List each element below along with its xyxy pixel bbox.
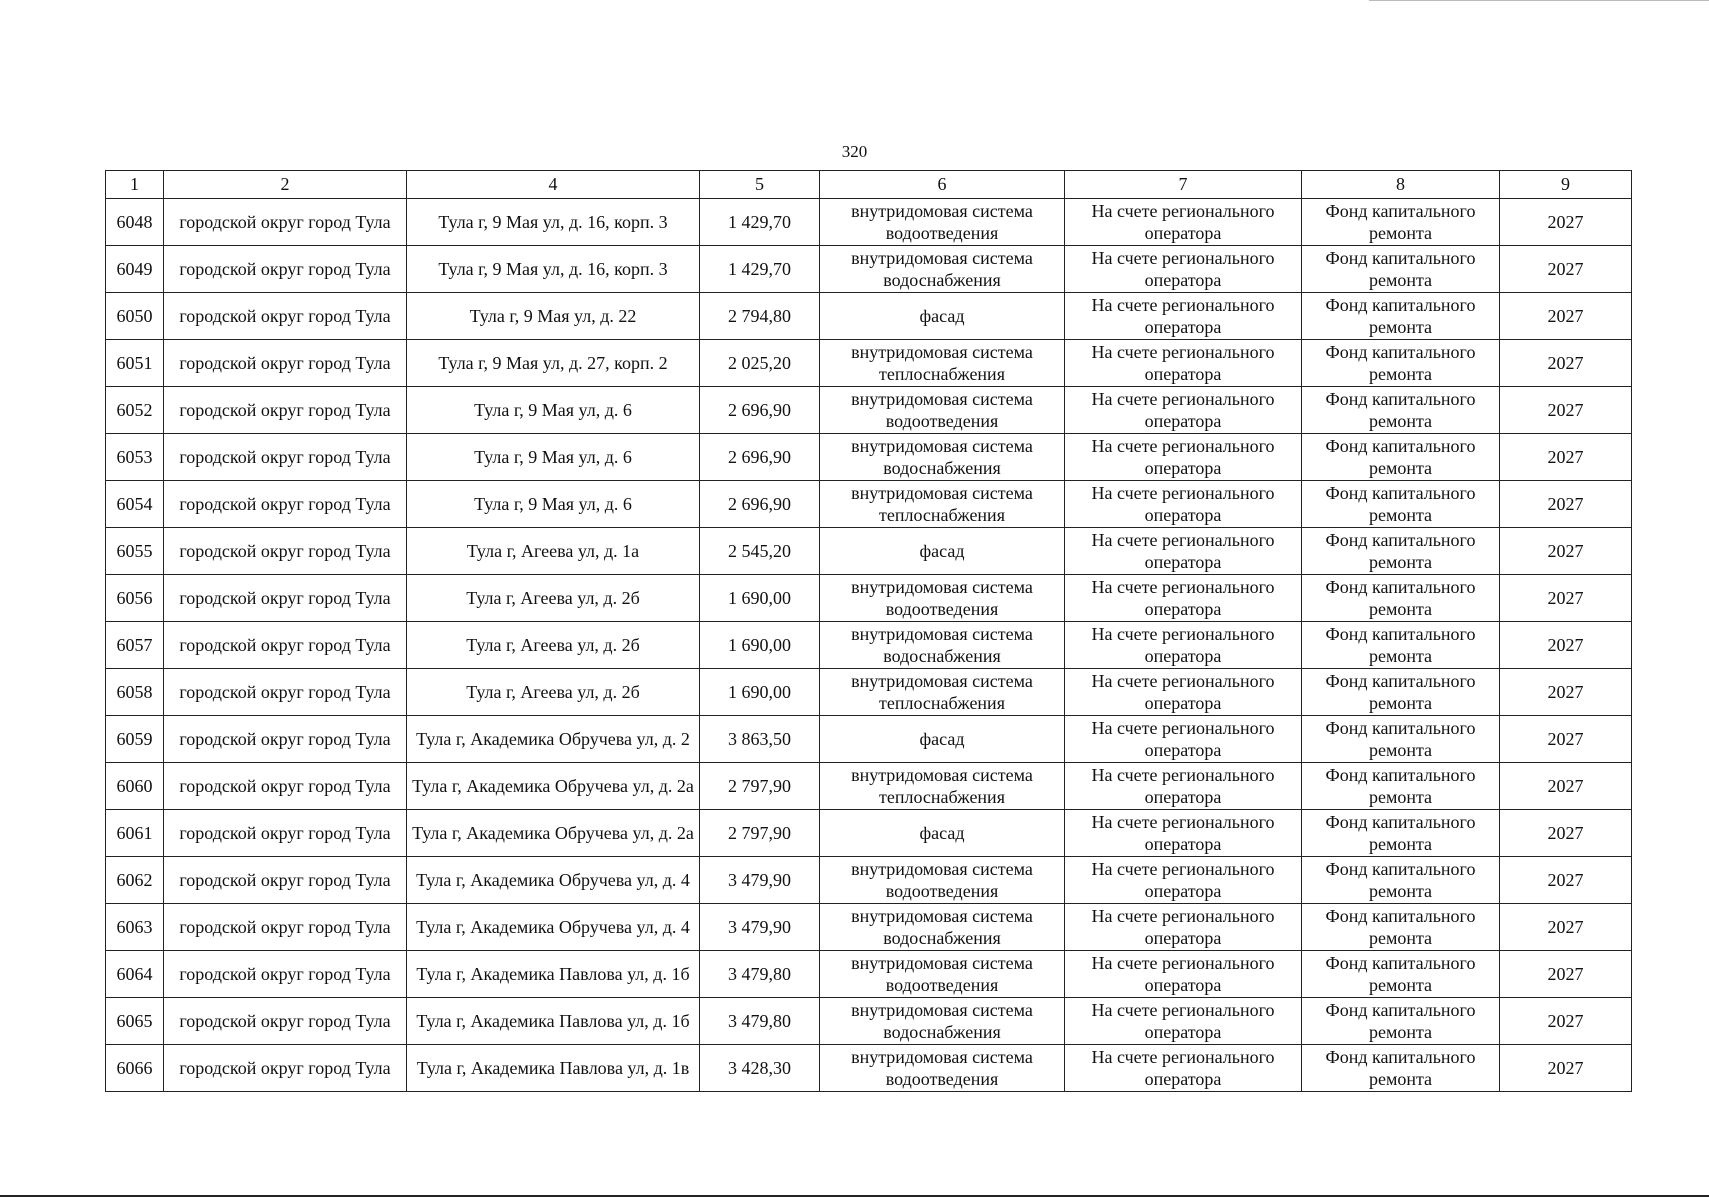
account-cell: На счете регионального оператора [1065, 951, 1302, 998]
work-type-cell: внутридомовая система водоснабжения [820, 246, 1065, 293]
table-row [106, 387, 1632, 434]
funding-source-cell: Фонд капитального ремонта [1302, 481, 1500, 528]
year-cell: 2027 [1500, 810, 1632, 857]
area-cell: 2 797,90 [700, 763, 820, 810]
municipality-cell: городской округ город Тула [164, 904, 407, 951]
year-cell: 2027 [1500, 575, 1632, 622]
area-cell: 1 429,70 [700, 246, 820, 293]
address-cell: Тула г, 9 Мая ул, д. 16, корп. 3 [407, 199, 700, 246]
work-type-cell: фасад [820, 716, 1065, 763]
municipality-cell: городской округ город Тула [164, 434, 407, 481]
funding-source-cell: Фонд капитального ремонта [1302, 904, 1500, 951]
municipality-cell: городской округ город Тула [164, 528, 407, 575]
address-cell: Тула г, 9 Мая ул, д. 6 [407, 481, 700, 528]
funding-source-cell: Фонд капитального ремонта [1302, 669, 1500, 716]
table-row [106, 528, 1632, 575]
row-id-cell: 6057 [106, 622, 164, 669]
address-cell: Тула г, 9 Мая ул, д. 6 [407, 387, 700, 434]
row-id-cell: 6054 [106, 481, 164, 528]
column-number: 7 [1065, 171, 1302, 199]
account-cell: На счете регионального оператора [1065, 810, 1302, 857]
municipality-cell: городской округ город Тула [164, 481, 407, 528]
area-cell: 2 696,90 [700, 434, 820, 481]
municipality-cell: городской округ город Тула [164, 575, 407, 622]
area-cell: 3 479,90 [700, 904, 820, 951]
table-row [106, 340, 1632, 387]
area-cell: 3 479,90 [700, 857, 820, 904]
year-cell: 2027 [1500, 387, 1632, 434]
address-cell: Тула г, 9 Мая ул, д. 6 [407, 434, 700, 481]
table-row [106, 716, 1632, 763]
account-cell: На счете регионального оператора [1065, 998, 1302, 1045]
account-cell: На счете регионального оператора [1065, 575, 1302, 622]
row-id-cell: 6059 [106, 716, 164, 763]
area-cell: 2 794,80 [700, 293, 820, 340]
year-cell: 2027 [1500, 199, 1632, 246]
work-type-cell: внутридомовая система водоотведения [820, 387, 1065, 434]
address-cell: Тула г, Академика Обручева ул, д. 4 [407, 857, 700, 904]
year-cell: 2027 [1500, 716, 1632, 763]
work-type-cell: внутридомовая система водоснабжения [820, 904, 1065, 951]
table-row [106, 763, 1632, 810]
funding-source-cell: Фонд капитального ремонта [1302, 340, 1500, 387]
work-type-cell: внутридомовая система водоотведения [820, 199, 1065, 246]
column-number: 9 [1500, 171, 1632, 199]
year-cell: 2027 [1500, 528, 1632, 575]
account-cell: На счете регионального оператора [1065, 340, 1302, 387]
work-type-cell: внутридомовая система водоотведения [820, 1045, 1065, 1092]
account-cell: На счете регионального оператора [1065, 293, 1302, 340]
funding-source-cell: Фонд капитального ремонта [1302, 810, 1500, 857]
account-cell: На счете регионального оператора [1065, 434, 1302, 481]
table-row [106, 246, 1632, 293]
column-number: 4 [407, 171, 700, 199]
table-row [106, 669, 1632, 716]
year-cell: 2027 [1500, 340, 1632, 387]
area-cell: 1 690,00 [700, 575, 820, 622]
funding-source-cell: Фонд капитального ремонта [1302, 716, 1500, 763]
funding-source-cell: Фонд капитального ремонта [1302, 998, 1500, 1045]
funding-source-cell: Фонд капитального ремонта [1302, 434, 1500, 481]
year-cell: 2027 [1500, 1045, 1632, 1092]
municipality-cell: городской округ город Тула [164, 293, 407, 340]
address-cell: Тула г, Академика Обручева ул, д. 4 [407, 904, 700, 951]
area-cell: 2 025,20 [700, 340, 820, 387]
year-cell: 2027 [1500, 998, 1632, 1045]
work-type-cell: фасад [820, 810, 1065, 857]
table-row [106, 951, 1632, 998]
account-cell: На счете регионального оператора [1065, 857, 1302, 904]
year-cell: 2027 [1500, 904, 1632, 951]
work-type-cell: внутридомовая система теплоснабжения [820, 763, 1065, 810]
year-cell: 2027 [1500, 669, 1632, 716]
work-type-cell: фасад [820, 528, 1065, 575]
area-cell: 1 429,70 [700, 199, 820, 246]
account-cell: На счете регионального оператора [1065, 716, 1302, 763]
funding-source-cell: Фонд капитального ремонта [1302, 857, 1500, 904]
address-cell: Тула г, Академика Обручева ул, д. 2а [407, 763, 700, 810]
work-type-cell: внутридомовая система водоотведения [820, 575, 1065, 622]
address-cell: Тула г, Академика Павлова ул, д. 1б [407, 998, 700, 1045]
column-number: 6 [820, 171, 1065, 199]
address-cell: Тула г, Агеева ул, д. 2б [407, 669, 700, 716]
funding-source-cell: Фонд капитального ремонта [1302, 293, 1500, 340]
municipality-cell: городской округ город Тула [164, 763, 407, 810]
area-cell: 2 545,20 [700, 528, 820, 575]
table-row [106, 293, 1632, 340]
account-cell: На счете регионального оператора [1065, 199, 1302, 246]
municipality-cell: городской округ город Тула [164, 857, 407, 904]
municipality-cell: городской округ город Тула [164, 951, 407, 998]
work-type-cell: внутридомовая система водоотведения [820, 857, 1065, 904]
account-cell: На счете регионального оператора [1065, 387, 1302, 434]
address-cell: Тула г, 9 Мая ул, д. 27, корп. 2 [407, 340, 700, 387]
account-cell: На счете регионального оператора [1065, 528, 1302, 575]
municipality-cell: городской округ город Тула [164, 669, 407, 716]
row-id-cell: 6050 [106, 293, 164, 340]
table-row [106, 904, 1632, 951]
area-cell: 1 690,00 [700, 669, 820, 716]
account-cell: На счете регионального оператора [1065, 669, 1302, 716]
row-id-cell: 6049 [106, 246, 164, 293]
row-id-cell: 6055 [106, 528, 164, 575]
year-cell: 2027 [1500, 434, 1632, 481]
capital-repair-table [105, 170, 1632, 1092]
funding-source-cell: Фонд капитального ремонта [1302, 763, 1500, 810]
row-id-cell: 6061 [106, 810, 164, 857]
funding-source-cell: Фонд капитального ремонта [1302, 1045, 1500, 1092]
address-cell: Тула г, Агеева ул, д. 1а [407, 528, 700, 575]
address-cell: Тула г, 9 Мая ул, д. 22 [407, 293, 700, 340]
municipality-cell: городской округ город Тула [164, 622, 407, 669]
row-id-cell: 6064 [106, 951, 164, 998]
funding-source-cell: Фонд капитального ремонта [1302, 951, 1500, 998]
address-cell: Тула г, Агеева ул, д. 2б [407, 575, 700, 622]
address-cell: Тула г, Академика Павлова ул, д. 1в [407, 1045, 700, 1092]
address-cell: Тула г, 9 Мая ул, д. 16, корп. 3 [407, 246, 700, 293]
area-cell: 2 696,90 [700, 481, 820, 528]
row-id-cell: 6058 [106, 669, 164, 716]
funding-source-cell: Фонд капитального ремонта [1302, 387, 1500, 434]
row-id-cell: 6065 [106, 998, 164, 1045]
funding-source-cell: Фонд капитального ремонта [1302, 246, 1500, 293]
row-id-cell: 6056 [106, 575, 164, 622]
area-cell: 3 428,30 [700, 1045, 820, 1092]
work-type-cell: внутридомовая система водоснабжения [820, 998, 1065, 1045]
table-row [106, 622, 1632, 669]
area-cell: 2 696,90 [700, 387, 820, 434]
account-cell: На счете регионального оператора [1065, 763, 1302, 810]
table-body [106, 199, 1632, 1092]
address-cell: Тула г, Академика Обручева ул, д. 2 [407, 716, 700, 763]
municipality-cell: городской округ город Тула [164, 810, 407, 857]
area-cell: 3 479,80 [700, 951, 820, 998]
table-row [106, 810, 1632, 857]
table-row [106, 1045, 1632, 1092]
funding-source-cell: Фонд капитального ремонта [1302, 575, 1500, 622]
work-type-cell: внутридомовая система водоснабжения [820, 434, 1065, 481]
municipality-cell: городской округ город Тула [164, 1045, 407, 1092]
account-cell: На счете регионального оператора [1065, 904, 1302, 951]
address-cell: Тула г, Агеева ул, д. 2б [407, 622, 700, 669]
account-cell: На счете регионального оператора [1065, 481, 1302, 528]
column-number-row [106, 171, 1632, 199]
municipality-cell: городской округ город Тула [164, 246, 407, 293]
municipality-cell: городской округ город Тула [164, 199, 407, 246]
year-cell: 2027 [1500, 246, 1632, 293]
bottom-edge-rule [0, 1195, 1709, 1197]
area-cell: 1 690,00 [700, 622, 820, 669]
table-row [106, 857, 1632, 904]
work-type-cell: внутридомовая система теплоснабжения [820, 481, 1065, 528]
account-cell: На счете регионального оператора [1065, 1045, 1302, 1092]
row-id-cell: 6052 [106, 387, 164, 434]
funding-source-cell: Фонд капитального ремонта [1302, 528, 1500, 575]
row-id-cell: 6062 [106, 857, 164, 904]
account-cell: На счете регионального оператора [1065, 622, 1302, 669]
table-row [106, 199, 1632, 246]
funding-source-cell: Фонд капитального ремонта [1302, 622, 1500, 669]
area-cell: 2 797,90 [700, 810, 820, 857]
column-number: 8 [1302, 171, 1500, 199]
table-row [106, 998, 1632, 1045]
row-id-cell: 6066 [106, 1045, 164, 1092]
year-cell: 2027 [1500, 481, 1632, 528]
municipality-cell: городской округ город Тула [164, 387, 407, 434]
work-type-cell: внутридомовая система водоснабжения [820, 622, 1065, 669]
municipality-cell: городской округ город Тула [164, 716, 407, 763]
row-id-cell: 6060 [106, 763, 164, 810]
municipality-cell: городской округ город Тула [164, 998, 407, 1045]
address-cell: Тула г, Академика Павлова ул, д. 1б [407, 951, 700, 998]
municipality-cell: городской округ город Тула [164, 340, 407, 387]
work-type-cell: внутридомовая система теплоснабжения [820, 669, 1065, 716]
column-number: 2 [164, 171, 407, 199]
year-cell: 2027 [1500, 857, 1632, 904]
work-type-cell: внутридомовая система водоотведения [820, 951, 1065, 998]
table-row [106, 481, 1632, 528]
work-type-cell: фасад [820, 293, 1065, 340]
funding-source-cell: Фонд капитального ремонта [1302, 199, 1500, 246]
year-cell: 2027 [1500, 622, 1632, 669]
account-cell: На счете регионального оператора [1065, 246, 1302, 293]
row-id-cell: 6063 [106, 904, 164, 951]
top-edge-rule [1369, 0, 1709, 1]
row-id-cell: 6048 [106, 199, 164, 246]
table-row [106, 575, 1632, 622]
area-cell: 3 863,50 [700, 716, 820, 763]
area-cell: 3 479,80 [700, 998, 820, 1045]
row-id-cell: 6051 [106, 340, 164, 387]
year-cell: 2027 [1500, 293, 1632, 340]
page-number: 320 [841, 142, 868, 161]
year-cell: 2027 [1500, 763, 1632, 810]
column-number: 1 [106, 171, 164, 199]
table-row [106, 434, 1632, 481]
work-type-cell: внутридомовая система теплоснабжения [820, 340, 1065, 387]
row-id-cell: 6053 [106, 434, 164, 481]
column-number: 5 [700, 171, 820, 199]
year-cell: 2027 [1500, 951, 1632, 998]
address-cell: Тула г, Академика Обручева ул, д. 2а [407, 810, 700, 857]
